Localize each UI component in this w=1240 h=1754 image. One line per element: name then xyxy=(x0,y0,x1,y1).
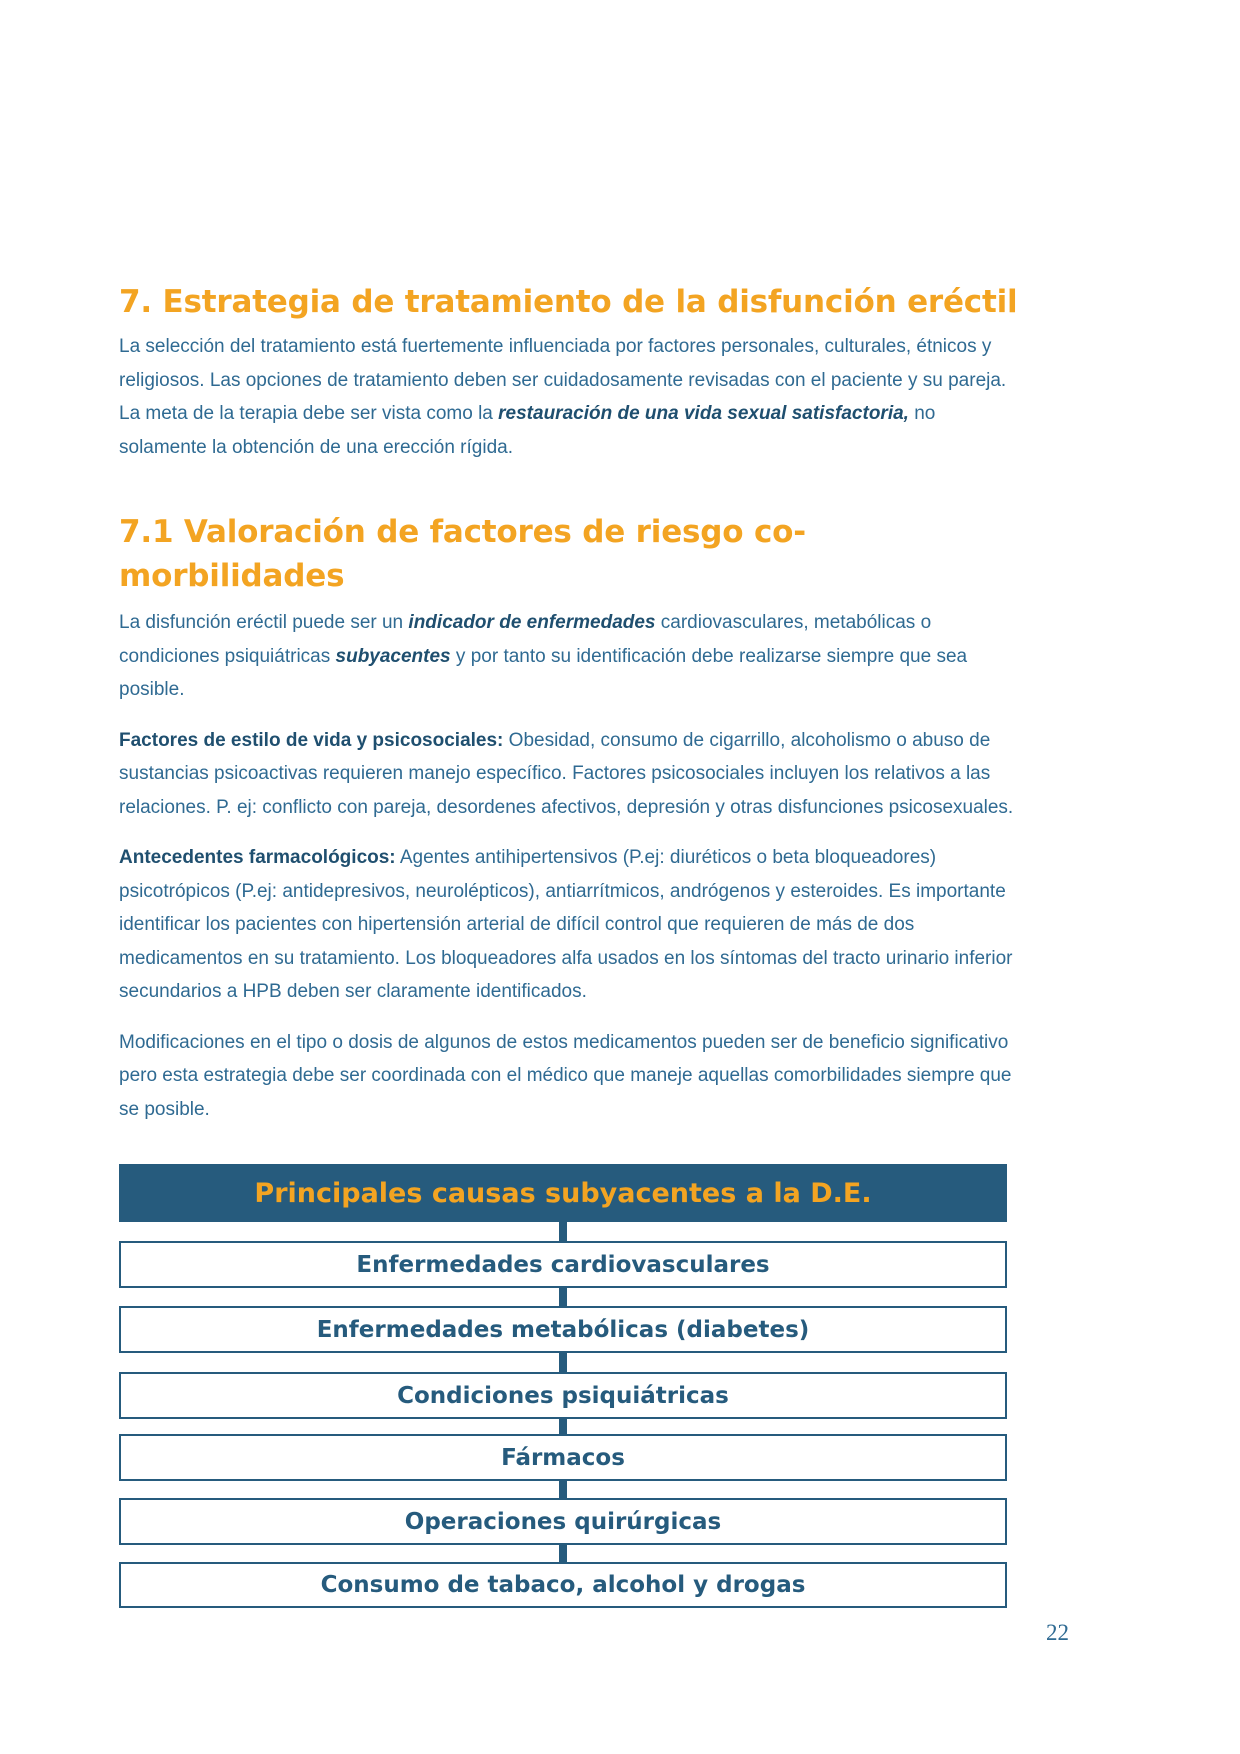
text-run: cardiovasculares, metabólicas o condiciones psiquiátricas xyxy=(119,612,932,667)
cause-label: Condiciones psiquiátricas xyxy=(397,1382,729,1409)
cause-label: Consumo de tabaco, alcohol y drogas xyxy=(320,1572,806,1598)
cause-label: Enfermedades metabólicas (diabetes) xyxy=(316,1316,810,1343)
cause-box xyxy=(119,1498,1007,1545)
cause-box xyxy=(119,1434,1007,1481)
paragraph-label: Factores de estilo de vida y psicosociales: xyxy=(119,729,504,751)
cause-box xyxy=(119,1306,1007,1353)
lifestyle-factors-paragraph xyxy=(119,724,1019,825)
page-number: 22 xyxy=(1046,1620,1069,1645)
emphasis-text: restauración de una vida sexual satisfactoria, xyxy=(498,403,909,424)
paragraph-label: Antecedentes farmacológicos: xyxy=(119,847,396,868)
text-run: La selección del tratamiento está fuertemente influenciada por factores personales, culturales, étnicos y religiosos. Las opciones de tratamiento deben ser cuidadosamente revisadas con el paciente y su pareja. La meta de la terapia debe ser vista como la xyxy=(119,336,1007,424)
text-run: Obesidad, consumo de cigarrillo, alcoholismo o abuso de sustancias psicoactivas requieren manejo específico. Factores psicosociales incluyen los relativos a las relaciones. P. ej: conflicto con pareja, desordenes afectivos, depresión y otras disfunciones psicosexuales. xyxy=(119,729,1014,818)
text-run: La disfunción eréctil puede ser un xyxy=(119,612,409,633)
cause-label: Operaciones quirúrgicas xyxy=(404,1508,722,1535)
cause-box xyxy=(119,1241,1007,1288)
text-run: y por tanto su identificación debe realizarse siempre que sea posible. xyxy=(119,645,968,700)
section-7-1-intro xyxy=(119,606,1019,707)
text-run: Agentes antihipertensivos (P.ej: diuréticos o beta bloqueadores) psicotrópicos (P.ej: antidepresivos, neurolépticos), antiarrítmicos, andrógenos y esteroides. Es importante identificar los pacientes con hipertensión arterial de difícil control que requieren de más de dos medicamentos en su tratamiento. Los bloqueadores alfa usados en los síntomas del tracto urinario inferior secundarios a HPB deben ser claramente identificados. xyxy=(119,847,1013,1002)
section-7-paragraph xyxy=(119,330,1019,464)
pharmacological-history-paragraph xyxy=(119,841,1019,1009)
main-content xyxy=(119,280,1019,1143)
emphasis-text: indicador de enfermedades xyxy=(408,612,656,633)
cause-label: Enfermedades cardiovasculares xyxy=(356,1251,770,1278)
cause-label: Fármacos xyxy=(501,1444,625,1471)
section-7-1-title: 7.1 Valoración de factores de riesgo co-morbilidades xyxy=(119,514,806,594)
medication-modifications-paragraph: Modificaciones en el tipo o dosis de algunos de estos medicamentos pueden ser de beneficio significativo pero esta estrategia debe ser coordinada con el médico que maneje aquellas comorbilidades siempre que se posible. xyxy=(119,1031,1012,1120)
cause-box xyxy=(119,1372,1007,1419)
cause-box xyxy=(119,1562,1007,1608)
diagram-header xyxy=(119,1164,1007,1222)
section-7-title: 7. Estrategia de tratamiento de la disfunción eréctil xyxy=(119,284,1018,320)
text-run: no solamente la obtención de una erección rígida. xyxy=(119,403,936,458)
causes-diagram xyxy=(119,1164,1007,1610)
diagram-header-text: Principales causas subyacentes a la D.E. xyxy=(254,1177,872,1209)
emphasis-text: subyacentes xyxy=(335,645,451,667)
